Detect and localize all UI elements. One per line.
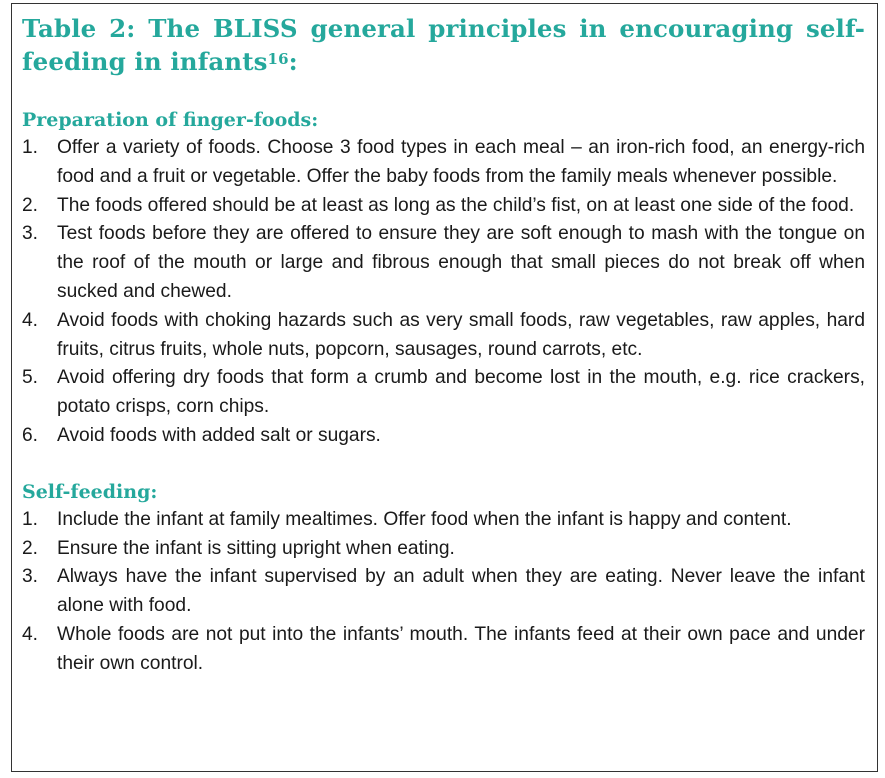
item-text: Avoid foods with choking hazards such as very small foods, raw vegetables, raw apples, hard fruits, citrus fruits, whole nuts, popcorn, sausages, round carrots, etc. [57,309,865,360]
list-item [22,220,865,306]
item-text: Avoid foods with added salt or sugars. [57,424,381,446]
list-item [22,563,865,621]
item-number: 1. [22,137,39,158]
item-text: Whole foods are not put into the infants’ mouth. The infants feed at their own pace and under their own control. [57,623,865,674]
section-heading-self-feeding: Self-feeding: [22,480,158,503]
finger-foods-list [22,134,865,451]
item-number: 2. [22,537,39,559]
item-number: 5. [22,367,39,389]
item-number: 6. [22,424,39,446]
citation-superscript: 16 [267,50,289,68]
item-text: Avoid offering dry foods that form a crumb and become lost in the mouth, e.g. rice crackers, potato crisps, corn chips. [57,367,865,418]
item-number: 1. [22,508,39,530]
list-item [22,192,865,221]
list-item [22,307,865,365]
list-item [22,535,865,564]
item-text: The foods offered should be at least as long as the child’s fist, on at least one side of the food. [57,194,855,216]
item-number: 4. [22,623,39,645]
item-text: Include the infant at family mealtimes. Offer food when the infant is happy and content. [57,508,792,530]
item-text: Always have the infant supervised by an adult when they are eating. Never leave the infant alone with food. [57,566,865,617]
table-title [22,12,865,78]
item-number: 4. [22,309,39,331]
list-item [22,134,865,192]
list-item [22,506,865,535]
table-title-suffix: : [288,47,298,76]
table-title-text: Table 2: The BLISS general principles in encouraging self-feeding in infants [22,14,865,76]
list-item [22,621,865,679]
list-item [22,422,865,451]
section-heading-finger-foods: Preparation of finger-foods: [22,109,319,131]
item-number: 3. [22,223,39,245]
item-text: Ensure the infant is sitting upright when eating. [57,537,455,559]
list-item [22,364,865,422]
item-text: Offer a variety of foods. Choose 3 food types in each meal – an iron-rich food, an energy-rich food and a fruit or vegetable. Offer the baby foods from the family meals whenever possible. [57,137,865,187]
self-feeding-list [22,506,865,679]
item-number: 2. [22,194,39,216]
item-number: 3. [22,566,39,588]
principles-table [11,3,878,772]
item-text: Test foods before they are offered to ensure they are soft enough to mash with the tongue on the roof of the mouth or large and fibrous enough that small pieces do not break off when sucked and chewed. [57,223,865,302]
